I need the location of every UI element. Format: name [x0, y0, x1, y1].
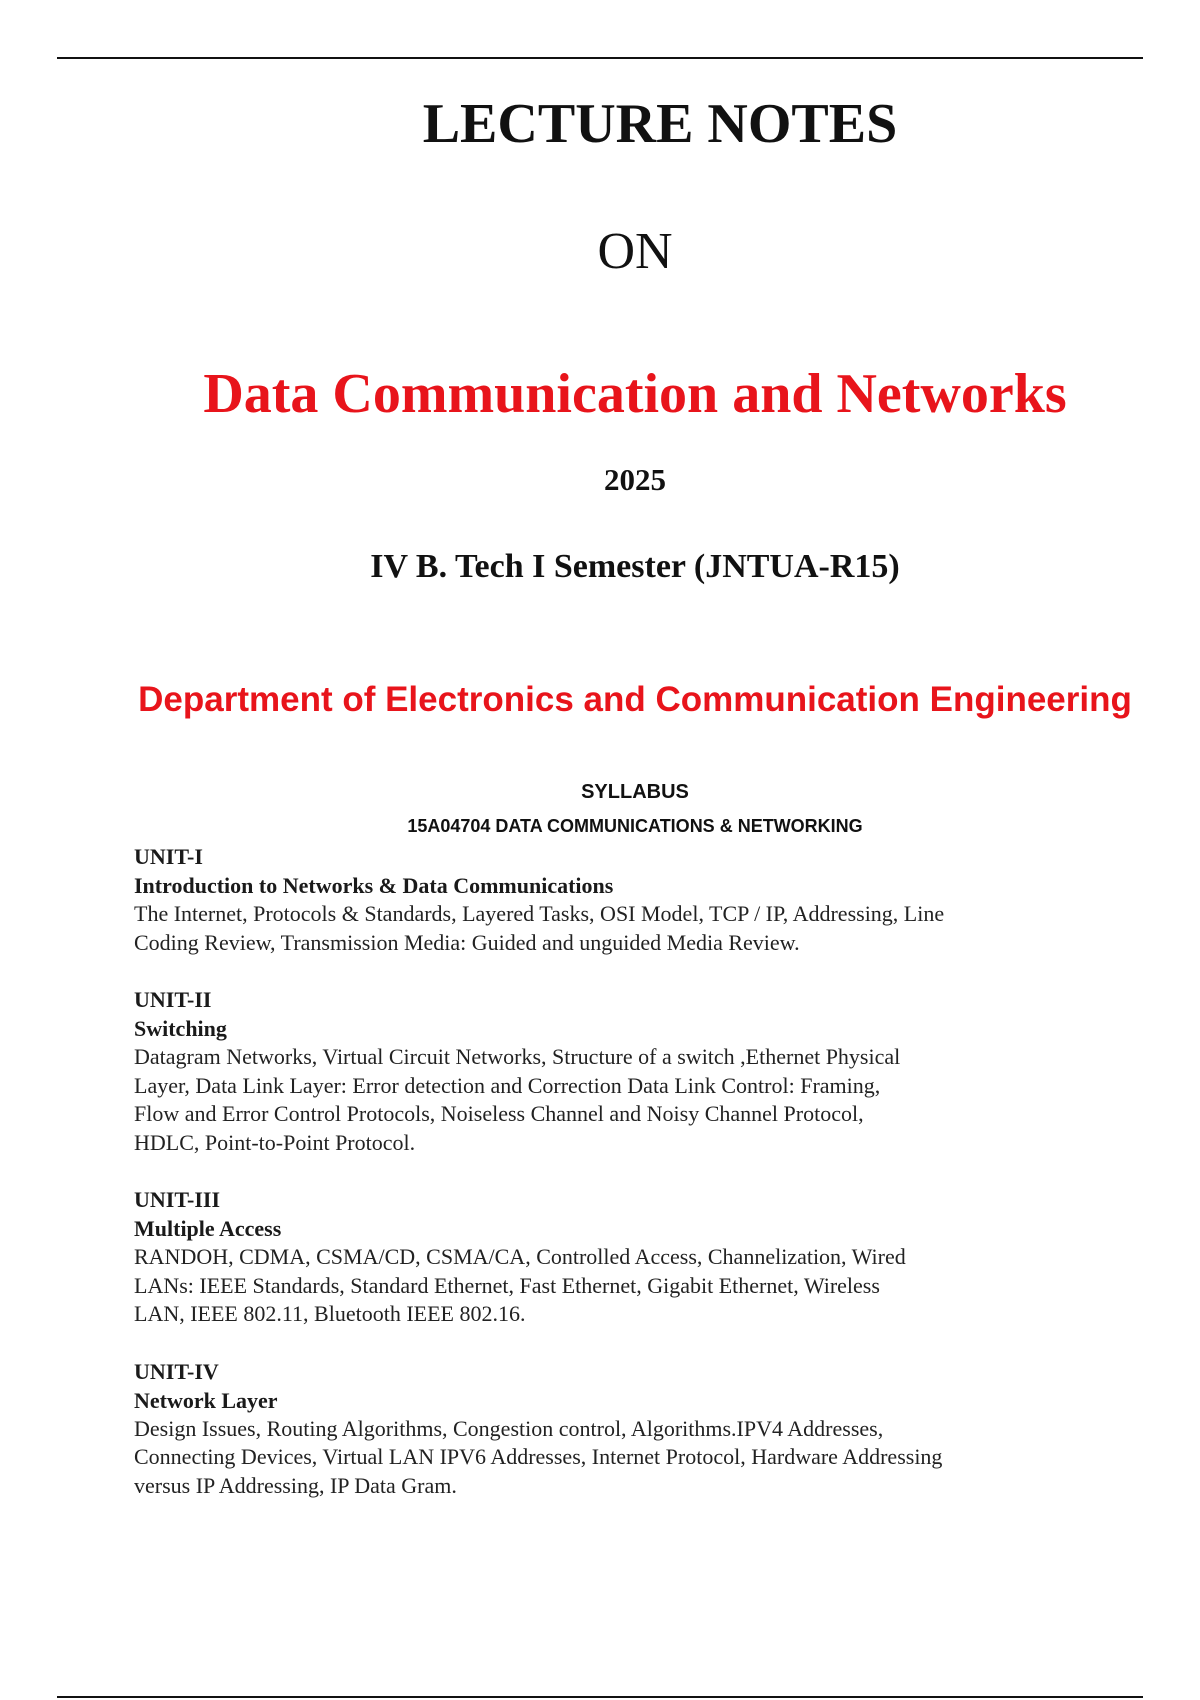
unit-label: UNIT-I — [134, 844, 203, 869]
top-rule — [57, 57, 1143, 59]
course-title: Data Communication and Networks — [203, 363, 1067, 425]
syllabus-units — [134, 842, 1054, 1528]
unit-description-line: Flow and Error Control Protocols, Noiseless Channel and Noisy Channel Protocol, — [134, 1101, 864, 1126]
unit-description-line: Datagram Networks, Virtual Circuit Networks, Structure of a switch ,Ethernet Physical — [134, 1044, 901, 1069]
document-title: LECTURE NOTES — [422, 93, 898, 155]
department: Department of Electronics and Communication Engineering — [138, 680, 1132, 719]
year: 2025 — [604, 462, 666, 497]
unit-description-line: HDLC, Point-to-Point Protocol. — [134, 1129, 416, 1155]
unit-1 — [134, 842, 1054, 957]
unit-description — [134, 1043, 1054, 1157]
unit-3 — [134, 1185, 1054, 1329]
unit-2 — [134, 985, 1054, 1157]
semester: IV B. Tech I Semester (JNTUA-R15) — [370, 548, 900, 585]
unit-description-line: versus IP Addressing, IP Data Gram. — [134, 1472, 457, 1498]
unit-title: Switching — [134, 1016, 227, 1041]
unit-label: UNIT-II — [134, 987, 212, 1012]
unit-title: Introduction to Networks & Data Communications — [134, 873, 614, 898]
unit-description — [134, 900, 1054, 957]
syllabus-heading: SYLLABUS — [581, 781, 689, 803]
unit-4 — [134, 1357, 1054, 1501]
bottom-rule — [57, 1696, 1143, 1698]
unit-description — [134, 1415, 1054, 1501]
title-on: ON — [597, 223, 673, 280]
unit-description-line: LAN, IEEE 802.11, Bluetooth IEEE 802.16. — [134, 1301, 526, 1326]
unit-label: UNIT-IV — [134, 1358, 219, 1384]
unit-description-line: The Internet, Protocols & Standards, Layered Tasks, OSI Model, TCP / IP, Addressing, Line — [134, 901, 945, 926]
unit-description-line: RANDOH, CDMA, CSMA/CD, CSMA/CA, Controlled Access, Channelization, Wired — [134, 1244, 906, 1269]
unit-description-line: LANs: IEEE Standards, Standard Ethernet, Fast Ethernet, Gigabit Ethernet, Wireless — [134, 1272, 880, 1298]
unit-description-line: Layer, Data Link Layer: Error detection and Correction Data Link Control: Framing, — [134, 1072, 881, 1098]
unit-title: Network Layer — [134, 1387, 278, 1413]
unit-description — [134, 1243, 1054, 1329]
syllabus-course-title: 15A04704 DATA COMMUNICATIONS & NETWORKING — [407, 816, 863, 836]
unit-description-line: Connecting Devices, Virtual LAN IPV6 Addresses, Internet Protocol, Hardware Addressing — [134, 1444, 943, 1469]
unit-description-line: Design Issues, Routing Algorithms, Congestion control, Algorithms.IPV4 Addresses, — [134, 1415, 884, 1441]
unit-description-line: Coding Review, Transmission Media: Guided and unguided Media Review. — [134, 929, 800, 955]
unit-label: UNIT-III — [134, 1187, 221, 1212]
unit-title: Multiple Access — [134, 1216, 282, 1241]
